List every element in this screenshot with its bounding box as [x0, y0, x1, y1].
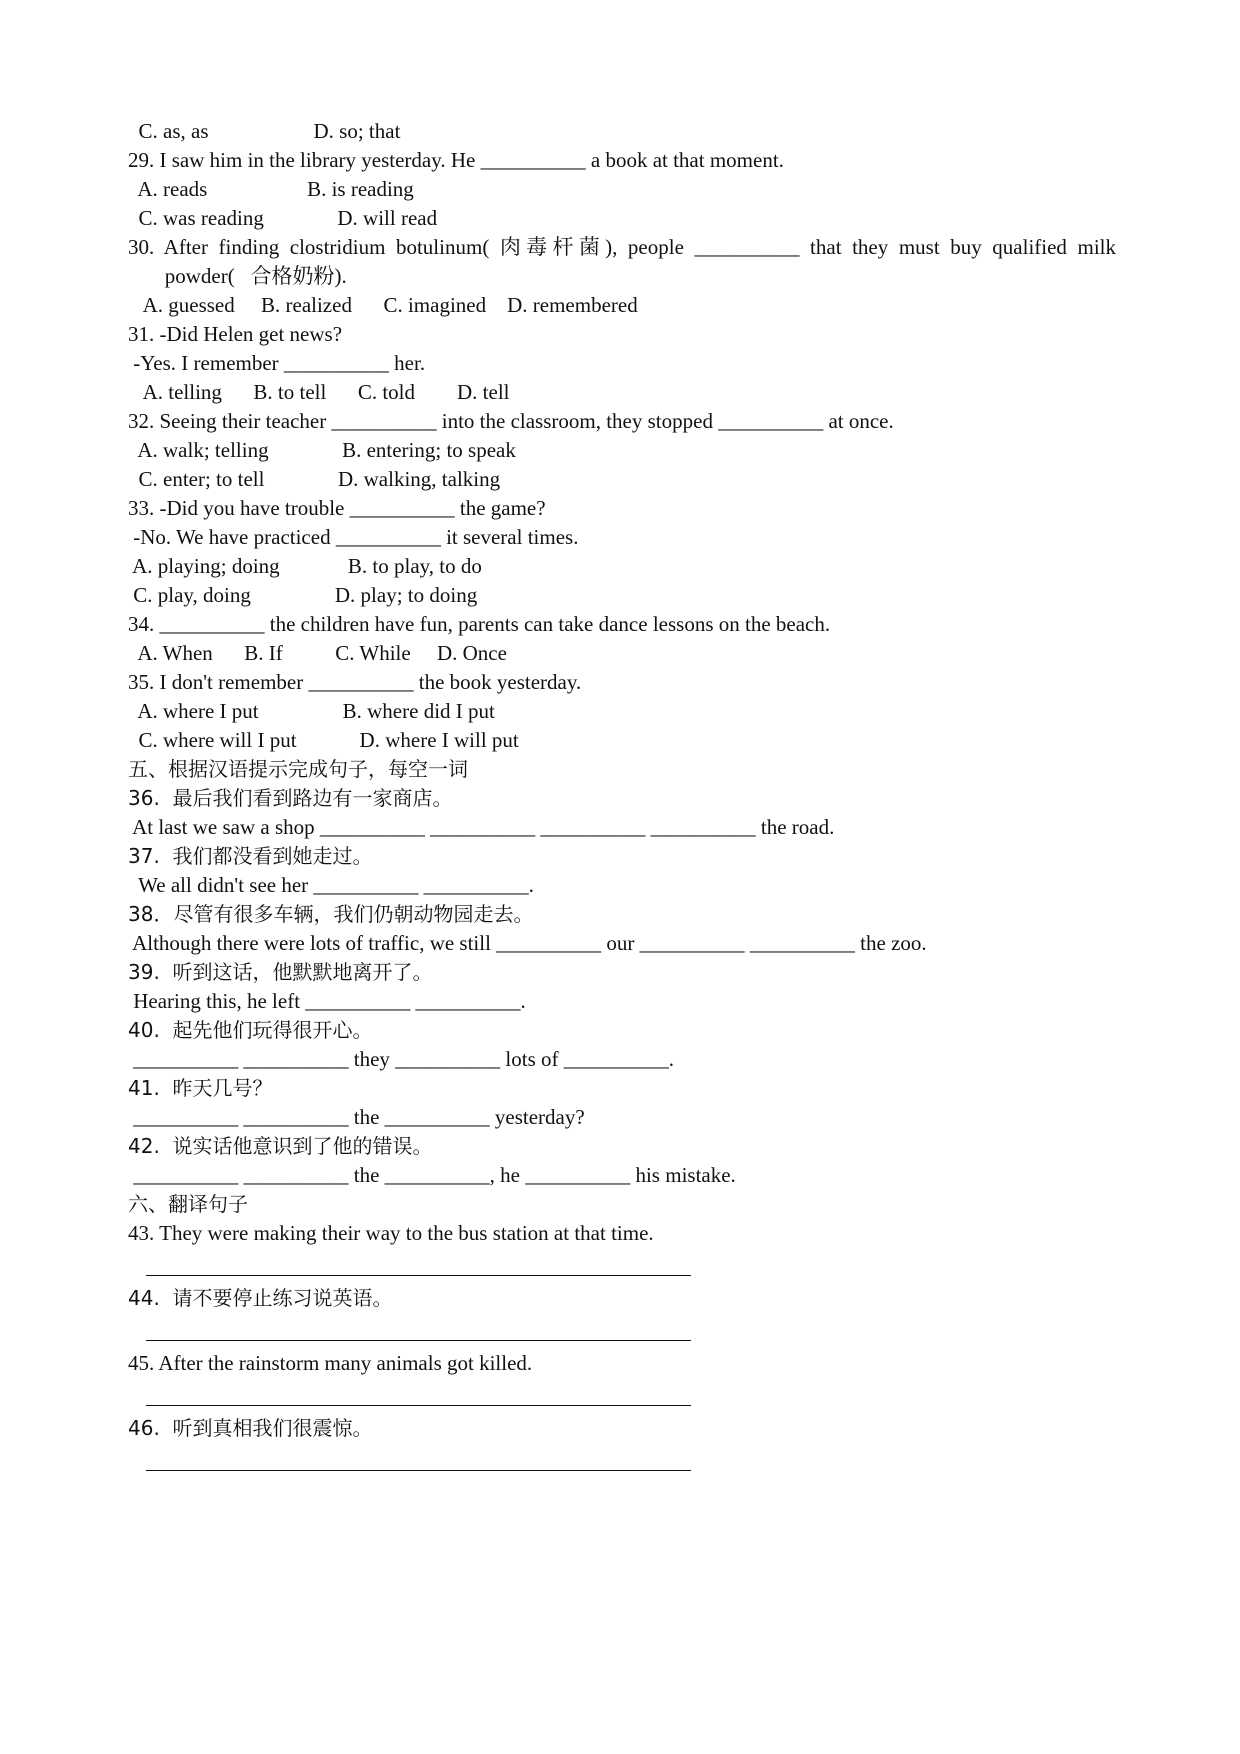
q46-answer-line[interactable] — [146, 1470, 691, 1471]
q35-question: 35. I don't remember __________ the book yesterday. — [128, 670, 582, 694]
q31-question: 31. -Did Helen get news? — [128, 322, 343, 346]
q31-response: -Yes. I remember __________ her. — [128, 351, 426, 375]
q34-options: A. When B. If C. While D. Once — [128, 641, 507, 665]
q40-prompt: 40. 起先他们玩得很开心。 — [128, 1018, 373, 1042]
section-5-heading: 五、根据汉语提示完成句子，每空一词 — [128, 757, 468, 781]
q33-question: 33. -Did you have trouble __________ the game? — [128, 496, 546, 520]
q45-answer-line[interactable] — [146, 1405, 691, 1406]
q46-prompt: 46. 听到真相我们很震惊。 — [128, 1416, 373, 1440]
q29-options-ab: A. reads B. is reading — [128, 177, 414, 201]
q42-prompt: 42. 说实话他意识到了他的错误。 — [128, 1134, 433, 1158]
q33-options-cd: C. play, doing D. play; to doing — [128, 583, 478, 607]
q35-options-cd: C. where will I put D. where I will put — [128, 728, 519, 752]
q38-sentence: Although there were lots of traffic, we still __________ our __________ __________ the zoo. — [128, 931, 927, 955]
q39-prompt: 39. 听到这话，他默默地离开了。 — [128, 960, 433, 984]
q38-prompt: 38．尽管有很多车辆，我们仍朝动物园走去。 — [128, 902, 534, 926]
q36-prompt: 36. 最后我们看到路边有一家商店。 — [128, 786, 453, 810]
q44-prompt: 44. 请不要停止练习说英语。 — [128, 1286, 393, 1310]
q44-answer-line[interactable] — [146, 1340, 691, 1341]
q37-sentence: We all didn't see her __________ __________. — [128, 873, 534, 897]
section-6-heading: 六、翻译句子 — [128, 1192, 248, 1216]
q40-sentence: __________ __________ they __________ lots of __________. — [128, 1047, 674, 1071]
q43-answer-line[interactable] — [146, 1275, 691, 1276]
q36-sentence: At last we saw a shop __________ __________ __________ __________ the road. — [128, 815, 835, 839]
q29-options-cd: C. was reading D. will read — [128, 206, 438, 230]
q39-sentence: Hearing this, he left __________ __________. — [128, 989, 526, 1013]
q37-prompt: 37. 我们都没看到她走过。 — [128, 844, 373, 868]
q30-question-cont: powder( 合格奶粉). — [128, 264, 347, 288]
q33-response: -No. We have practiced __________ it several times. — [128, 525, 579, 549]
q41-sentence: __________ __________ the __________ yesterday? — [128, 1105, 585, 1129]
q29-question: 29. I saw him in the library yesterday. He __________ a book at that moment. — [128, 148, 784, 172]
q35-options-ab: A. where I put B. where did I put — [128, 699, 495, 723]
q30-options: A. guessed B. realized C. imagined D. remembered — [128, 293, 638, 317]
q30-question: 30. After finding clostridium botulinum( 肉毒杆菌), people __________ that they must buy qualified milk — [128, 235, 1116, 259]
q43-prompt: 43. They were making their way to the bus station at that time. — [128, 1221, 654, 1245]
q33-options-ab: A. playing; doing B. to play, to do — [128, 554, 482, 578]
q32-question: 32. Seeing their teacher __________ into the classroom, they stopped __________ at once. — [128, 409, 894, 433]
q31-options: A. telling B. to tell C. told D. tell — [128, 380, 510, 404]
q45-prompt: 45. After the rainstorm many animals got killed. — [128, 1351, 533, 1375]
q32-options-cd: C. enter; to tell D. walking, talking — [128, 467, 501, 491]
q41-prompt: 41. 昨天几号？ — [128, 1076, 273, 1100]
q34-question: 34. __________ the children have fun, parents can take dance lessons on the beach. — [128, 612, 831, 636]
q32-options-ab: A. walk; telling B. entering; to speak — [128, 438, 516, 462]
q42-sentence: __________ __________ the __________, he __________ his mistake. — [128, 1163, 736, 1187]
q28-options-cd: C. as, as D. so; that — [128, 119, 401, 143]
